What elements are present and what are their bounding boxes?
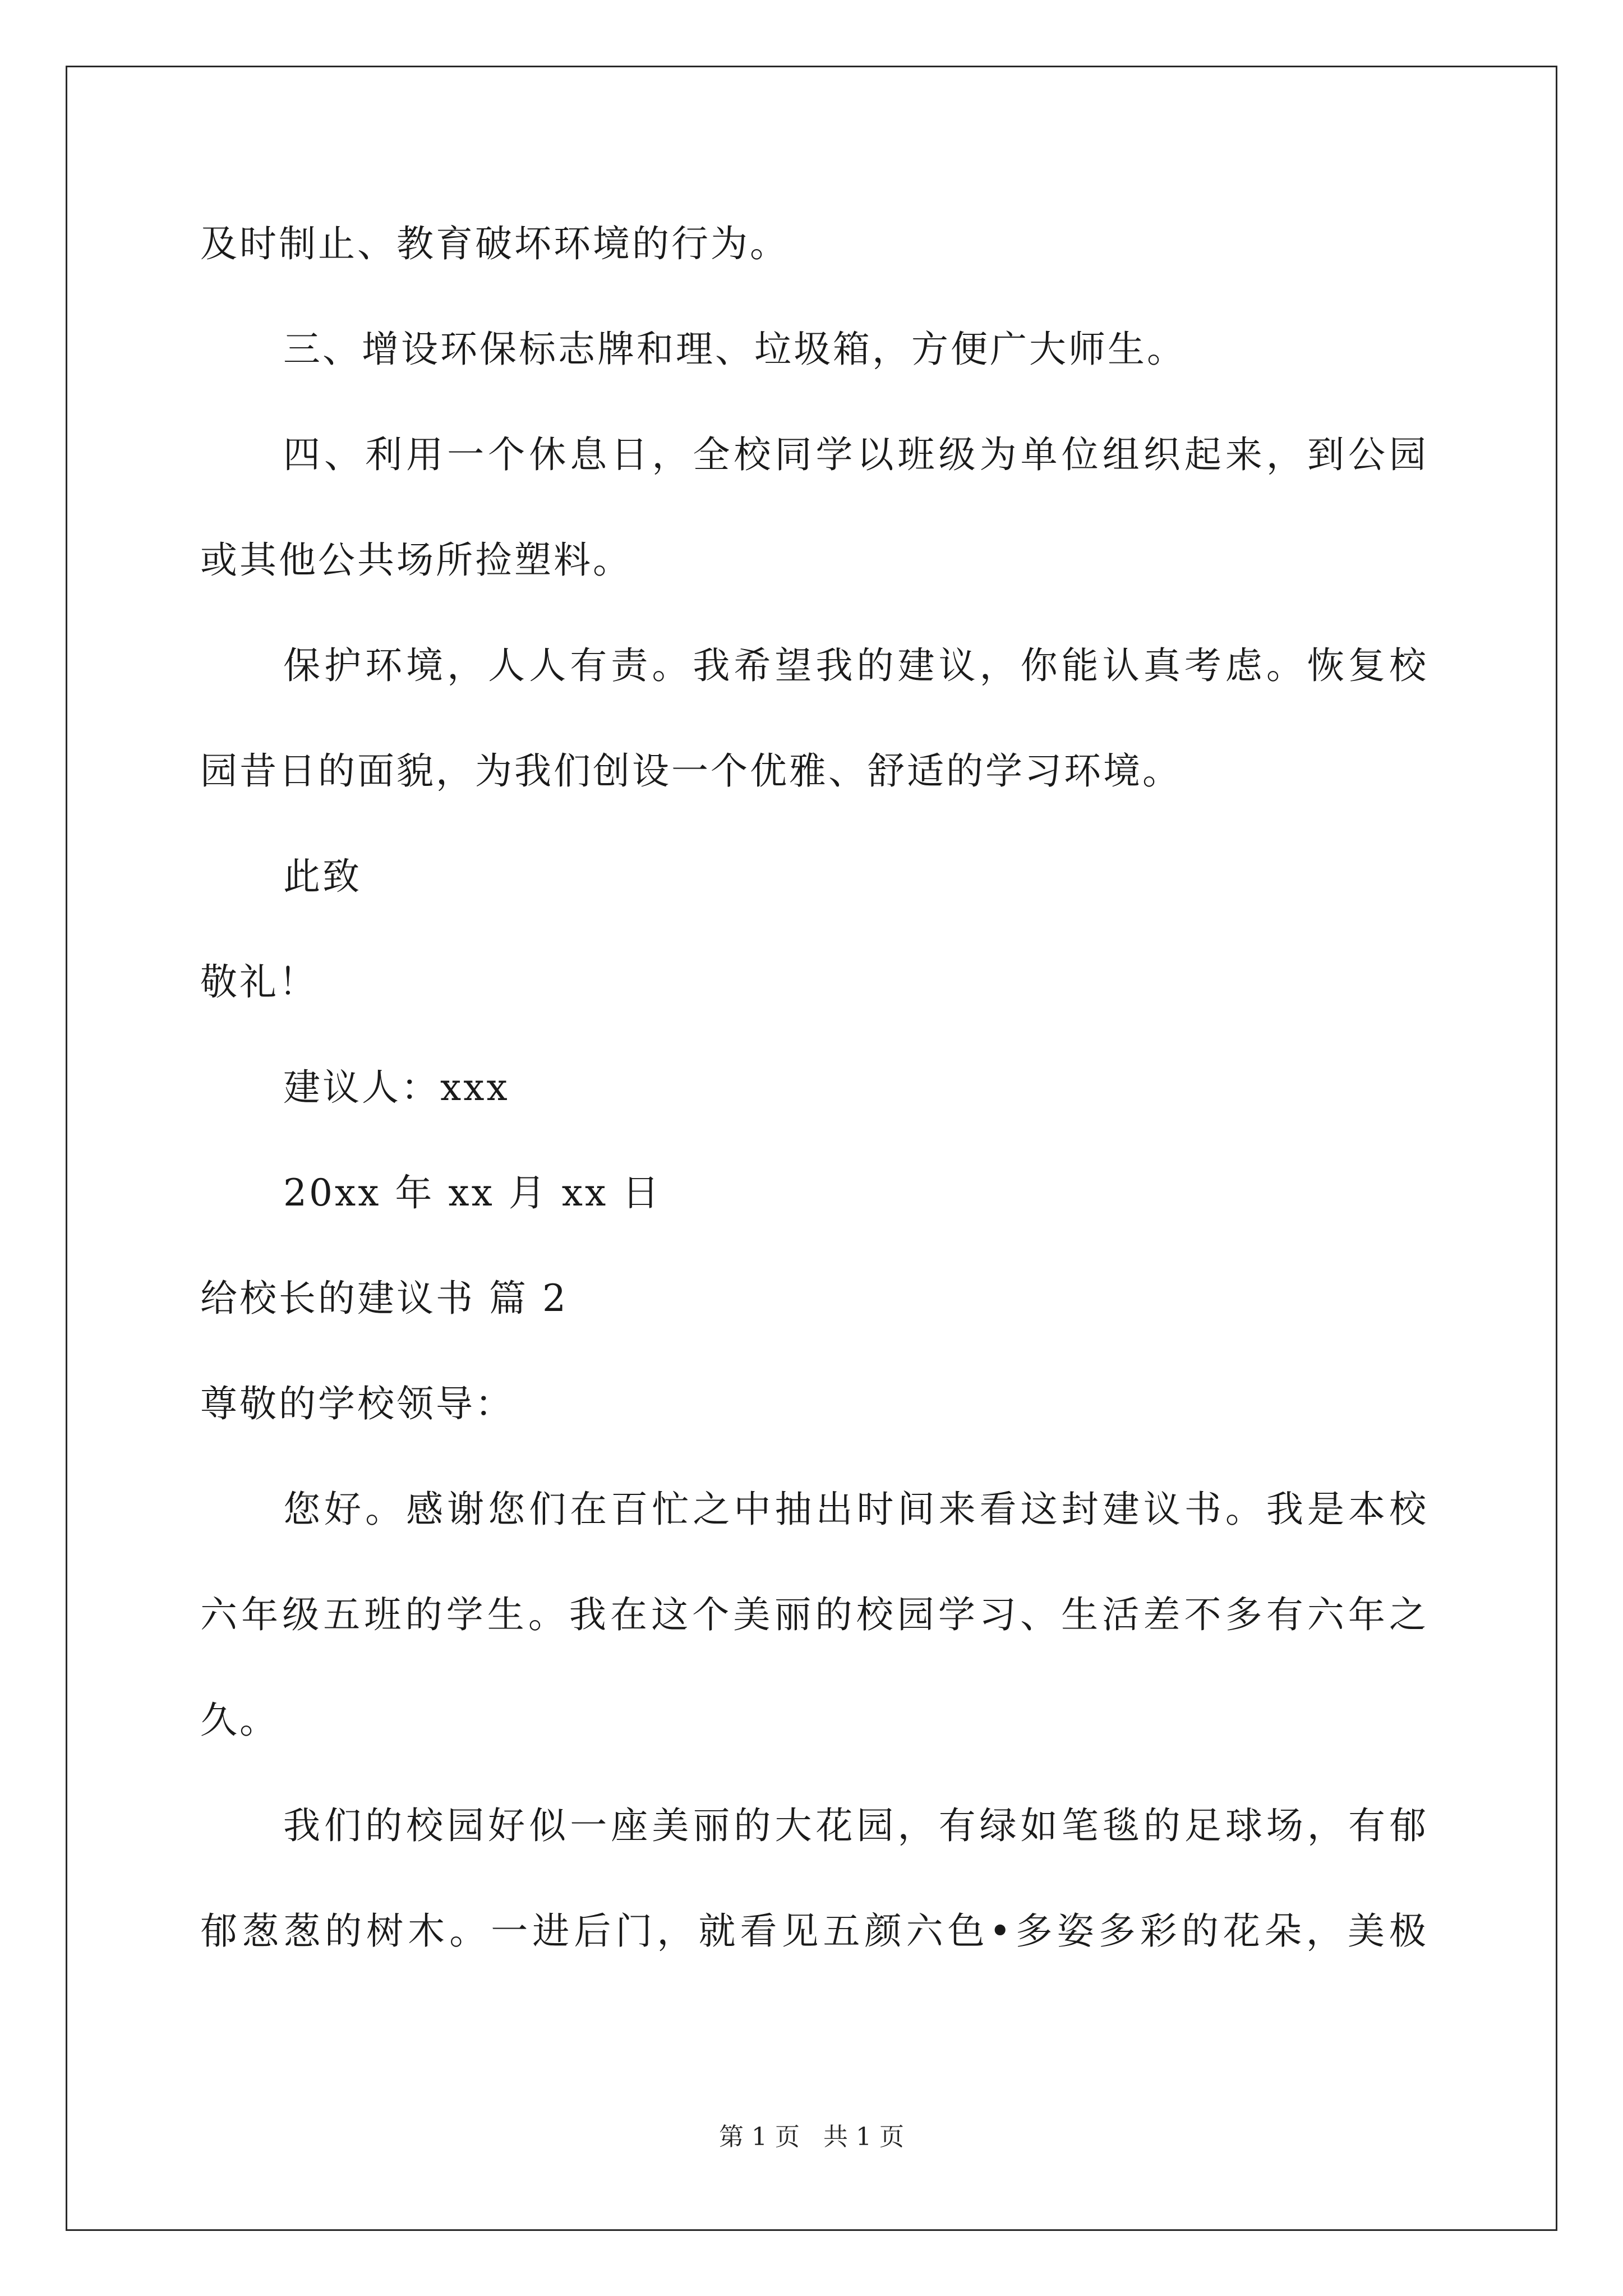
text-line: 郁葱葱的树木。一进后门，就看见五颜六色•多姿多彩的花朵，美极 xyxy=(200,1910,1428,1953)
date-line: 20xx 年 xx 月 xx 日 xyxy=(283,1171,662,1214)
text-line: 久。 xyxy=(200,1699,279,1742)
text-line: 或其他公共场所捡塑料。 xyxy=(200,539,632,582)
text-line: 六年级五班的学生。我在这个美丽的校园学习、生活差不多有六年之 xyxy=(200,1593,1428,1636)
signature-line: 建议人：xxx xyxy=(283,1066,510,1109)
text-line: 四、利用一个休息日，全校同学以班级为单位组织起来，到公园 xyxy=(283,433,1428,476)
text-line: 及时制止、教育破坏环境的行为。 xyxy=(200,222,789,265)
greeting-line: 尊敬的学校领导： xyxy=(200,1382,514,1425)
closing-line: 此致 xyxy=(283,855,362,898)
salutation-line: 敬礼！ xyxy=(200,960,318,1004)
text-line: 保护环境，人人有责。我希望我的建议，你能认真考虑。恢复校 xyxy=(283,644,1428,687)
text-line: 我们的校园好似一座美丽的大花园，有绿如笔毯的足球场，有郁 xyxy=(283,1804,1428,1847)
text-line: 园昔日的面貌，为我们创设一个优雅、舒适的学习环境。 xyxy=(200,749,1182,793)
page-number-footer: 第 1 页 共 1 页 xyxy=(719,2123,904,2151)
text-line: 您好。感谢您们在百忙之中抽出时间来看这封建议书。我是本校 xyxy=(283,1488,1428,1531)
text-line: 三、增设环保标志牌和理、垃圾箱，方便广大师生。 xyxy=(283,328,1186,371)
section-heading: 给校长的建议书 篇 2 xyxy=(200,1277,568,1320)
